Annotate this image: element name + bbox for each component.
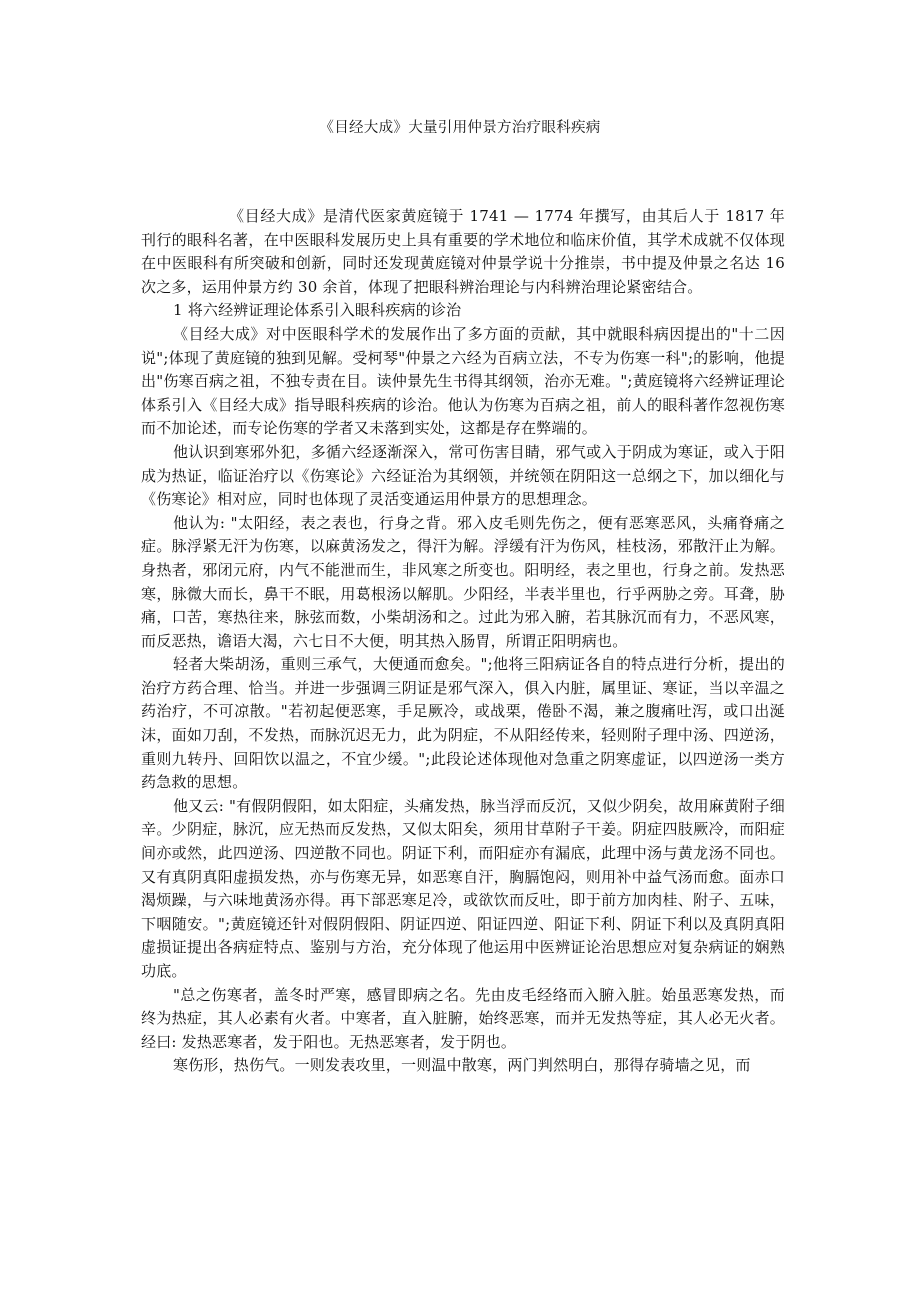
- paragraph: 他又云: "有假阴假阳，如太阳症，头痛发热，脉当浮而反沉，又似少阴矣，故用麻黄附子细辛。少阴症，脉沉，应无热而反发热，又似太阳矣，须用甘草附子干姜。阴症四肢厥冷，而阳症间亦或然，此四逆汤、四逆散不同也。阴证下利，而阳症亦有漏底，此理中汤与黄龙汤不同也。又有真阴真阳虚损发热，亦与伤寒无异，如恶寒自汗，胸膈饱闷，则用补中益气汤而愈。面赤口渴烦躁，与六味地黄汤亦得。再下部恶寒足冷，或欲饮而反吐，即于前方加肉桂、附子、五味，下咽随安。";黄庭镜还针对假阴假阳、阴证四逆、阳证四逆、阳证下利、阴证下利以及真阴真阳虚损证提出各病症特点、鉴别与方治，充分体现了他运用中医辨证论治思想应对复杂病证的娴熟功底。: [141, 796, 785, 980]
- paragraph: 他认识到寒邪外犯，多循六经逐渐深入，常可伤害目睛，邪气或入于阴成为寒证，或入于阳成为热证，临证治疗以《伤寒论》六经证治为其纲领，并统领在阴阳这一总纲之下，加以细化与《伤寒论》相对应，同时也体现了灵活变通运用仲景方的思想理念。: [141, 442, 785, 509]
- paragraph: 他认为: "太阳经，表之表也，行身之背。邪入皮毛则先伤之，便有恶寒恶风，头痛脊痛之症。脉浮紧无汗为伤寒，以麻黄汤发之，得汗为解。浮缓有汗为伤风，桂枝汤，邪散汗止为解。身热者，邪闭元府，内气不能泄而生，非风寒之所变也。阳明经，表之里也，行身之前。发热恶寒，脉微大而长，鼻干不眠，用葛根汤以解肌。少阳经，半表半里也，行乎两胁之旁。耳聋，胁痛，口苦，寒热往来，脉弦而数，小柴胡汤和之。过此为邪入腑，若其脉沉而有力，不恶风寒，而反恶热，谵语大渴，六七日不大便，明其热入肠胃，所谓正阳明病也。: [141, 513, 785, 650]
- paragraph: 轻者大柴胡汤，重则三承气，大便通而愈矣。";他将三阳病证各自的特点进行分析，提出的治疗方药合理、恰当。并进一步强调三阴证是邪气深入，俱入内脏，属里证、寒证，当以辛温之药治疗，不可凉散。"若初起便恶寒，手足厥冷，或战栗，倦卧不渴，兼之腹痛吐泻，或口出涎沫，面如刀刮，不发热，而脉沉迟无力，此为阴症，不从阳经传来，轻则附子理中汤、四逆汤，重则九转丹、回阳饮以温之，不宜少缓。";此段论述体现他对急重之阴寒虚证，以四逆汤一类方药急救的思想。: [141, 655, 785, 792]
- page-title: 《目经大成》大量引用仲景方治疗眼科疾病: [319, 120, 601, 136]
- section-heading: 1 将六经辨证理论体系引入眼科疾病的诊治: [173, 301, 462, 320]
- paragraph: "总之伤寒者，盖冬时严寒，感冒即病之名。先由皮毛经络而入腑入脏。始虽恶寒发热，而终为热症，其人必素有火者。中寒者，直入脏腑，始终恶寒，而并无发热等症，其人必无火者。经曰: 发热恶寒者，发于阳也。无热恶寒者，发于阴也。: [141, 985, 785, 1051]
- paragraph: 《目经大成》对中医眼科学术的发展作出了多方面的贡献，其中就眼科病因提出的"十二因说";体现了黄庭镜的独到见解。受柯琴"仲景之六经为百病立法，不专为伤寒一科";的影响，他提出"伤寒百病之祖，不独专责在目。读仲景先生书得其纲领，治亦无难。";黄庭镜将六经辨证理论体系引入《目经大成》指导眼科疾病的诊治。他认为伤寒为百病之祖，前人的眼科著作忽视伤寒而不加论述，而专论伤寒的学者又未落到实处，这都是存在弊端的。: [141, 324, 785, 438]
- document-body: [141, 205, 785, 1078]
- paragraph: 《目经大成》是清代医家黄庭镜于 1741 — 1774 年撰写，由其后人于 1817 年刊行的眼科名著，在中医眼科发展历史上具有重要的学术地位和临床价值，其学术成就不仅体现在中医眼科有所突破和创新，同时还发现黄庭镜对仲景学说十分推崇，书中提及仲景之名达 16 次之多，运用仲景方约 30 余首，体现了把眼科辨治理论与内科辨治理论紧密结合。: [141, 207, 785, 296]
- paragraph: 寒伤形，热伤气。一则发表攻里，一则温中散寒，两门判然明白，那得存骑墙之见，而: [173, 1056, 751, 1075]
